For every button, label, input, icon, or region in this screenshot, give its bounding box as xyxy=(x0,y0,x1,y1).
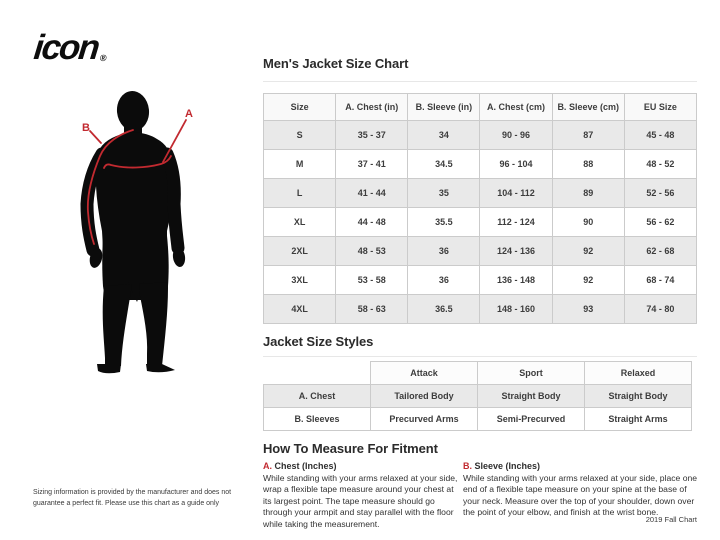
row-label: 2XL xyxy=(264,237,336,266)
cell-value: 52 - 56 xyxy=(624,179,696,208)
icon-brand-logo xyxy=(32,28,107,68)
row-label: 3XL xyxy=(264,266,336,295)
column-header: B. Sleeve (cm) xyxy=(552,94,624,121)
figure-label-b: B xyxy=(82,122,90,134)
sleeve-instruction-heading xyxy=(463,461,699,471)
divider xyxy=(263,356,697,357)
row-label: 4XL xyxy=(264,295,336,324)
chest-label-prefix: A. xyxy=(263,461,272,471)
table-row xyxy=(264,295,697,324)
sleeve-label: Sleeve (Inches) xyxy=(472,461,541,471)
table-row xyxy=(264,266,697,295)
cell-value: 56 - 62 xyxy=(624,208,696,237)
registered-trademark: ® xyxy=(99,53,108,63)
cell-value: 92 xyxy=(552,266,624,295)
chest-instruction-text: While standing with your arms relaxed at your side, wrap a flexible tape measure around your chest at its largest point. The tape measure should go through your armpit and stay parallel with the floor while taking the measurement. xyxy=(263,473,458,529)
cell-value: 87 xyxy=(552,121,624,150)
cell-value: 124 - 136 xyxy=(480,237,552,266)
cell-value: 41 - 44 xyxy=(336,179,408,208)
divider xyxy=(263,81,697,82)
cell-value: 90 - 96 xyxy=(480,121,552,150)
cell-value: 44 - 48 xyxy=(336,208,408,237)
cell-value: Straight Body xyxy=(478,385,585,408)
jacket-style-table xyxy=(263,361,692,431)
cell-value: 36.5 xyxy=(408,295,480,324)
cell-value: 35.5 xyxy=(408,208,480,237)
blank-corner-cell xyxy=(264,362,371,385)
cell-value: 62 - 68 xyxy=(624,237,696,266)
cell-value: Semi-Precurved xyxy=(478,408,585,431)
silhouette-shape xyxy=(87,89,186,373)
cell-value: 48 - 53 xyxy=(336,237,408,266)
chest-instruction-heading xyxy=(263,461,460,471)
sleeve-instruction-text: While standing with your arms relaxed at your side, place one end of a flexible tape measure on your spine at the base of your neck. Measure over the top of your shoulder, down over the point of your elbow, and finish at the wrist bone. xyxy=(463,473,698,518)
row-label: A. Chest xyxy=(264,385,371,408)
header-row xyxy=(264,362,692,385)
row-label: XL xyxy=(264,208,336,237)
body-silhouette-figure xyxy=(40,86,260,378)
sleeve-measure-instructions xyxy=(463,461,699,519)
column-header: EU Size xyxy=(624,94,696,121)
chest-label: Chest (Inches) xyxy=(272,461,337,471)
cell-value: 68 - 74 xyxy=(624,266,696,295)
column-header: Sport xyxy=(478,362,585,385)
label-b-pointer-line xyxy=(90,131,101,143)
cell-value: 93 xyxy=(552,295,624,324)
column-header: Relaxed xyxy=(585,362,692,385)
cell-value: 58 - 63 xyxy=(336,295,408,324)
chart-version-label: 2019 Fall Chart xyxy=(645,515,697,524)
cell-value: 45 - 48 xyxy=(624,121,696,150)
table-row xyxy=(264,208,697,237)
table-row xyxy=(264,121,697,150)
cell-value: 92 xyxy=(552,237,624,266)
table-row xyxy=(264,408,692,431)
cell-value: 112 - 124 xyxy=(480,208,552,237)
cell-value: 104 - 112 xyxy=(480,179,552,208)
cell-value: Tailored Body xyxy=(371,385,478,408)
cell-value: 34 xyxy=(408,121,480,150)
table-row xyxy=(264,385,692,408)
cell-value: 74 - 80 xyxy=(624,295,696,324)
cell-value: 35 xyxy=(408,179,480,208)
mens-jacket-size-table xyxy=(263,93,697,324)
sizing-disclaimer: Sizing information is provided by the manufacturer and does not guarantee a perfect fit. Please use this chart as a guide only xyxy=(33,489,232,508)
cell-value: 136 - 148 xyxy=(480,266,552,295)
cell-value: 88 xyxy=(552,150,624,179)
sleeve-label-prefix: B. xyxy=(463,461,472,471)
row-label: B. Sleeves xyxy=(264,408,371,431)
cell-value: 53 - 58 xyxy=(336,266,408,295)
cell-value: 34.5 xyxy=(408,150,480,179)
cell-value: 90 xyxy=(552,208,624,237)
cell-value: 148 - 160 xyxy=(480,295,552,324)
cell-value: Straight Body xyxy=(585,385,692,408)
logo-text: icon xyxy=(32,28,101,67)
column-header: Attack xyxy=(371,362,478,385)
column-header: A. Chest (in) xyxy=(336,94,408,121)
chest-measure-instructions xyxy=(263,461,460,530)
style-chart-title: Jacket Size Styles xyxy=(263,334,374,349)
cell-value: 89 xyxy=(552,179,624,208)
table-row xyxy=(264,179,697,208)
cell-value: 96 - 104 xyxy=(480,150,552,179)
column-header: Size xyxy=(264,94,336,121)
table-row xyxy=(264,237,697,266)
row-label: S xyxy=(264,121,336,150)
table-row xyxy=(264,150,697,179)
cell-value: 37 - 41 xyxy=(336,150,408,179)
column-header: A. Chest (cm) xyxy=(480,94,552,121)
how-to-measure-title: How To Measure For Fitment xyxy=(263,441,438,456)
row-label: M xyxy=(264,150,336,179)
row-label: L xyxy=(264,179,336,208)
header-row xyxy=(264,94,697,121)
cell-value: 35 - 37 xyxy=(336,121,408,150)
cell-value: 36 xyxy=(408,237,480,266)
figure-label-a: A xyxy=(185,108,193,120)
cell-value: Straight Arms xyxy=(585,408,692,431)
cell-value: 48 - 52 xyxy=(624,150,696,179)
cell-value: 36 xyxy=(408,266,480,295)
column-header: B. Sleeve (in) xyxy=(408,94,480,121)
size-chart-title: Men's Jacket Size Chart xyxy=(263,56,409,71)
cell-value: Precurved Arms xyxy=(371,408,478,431)
